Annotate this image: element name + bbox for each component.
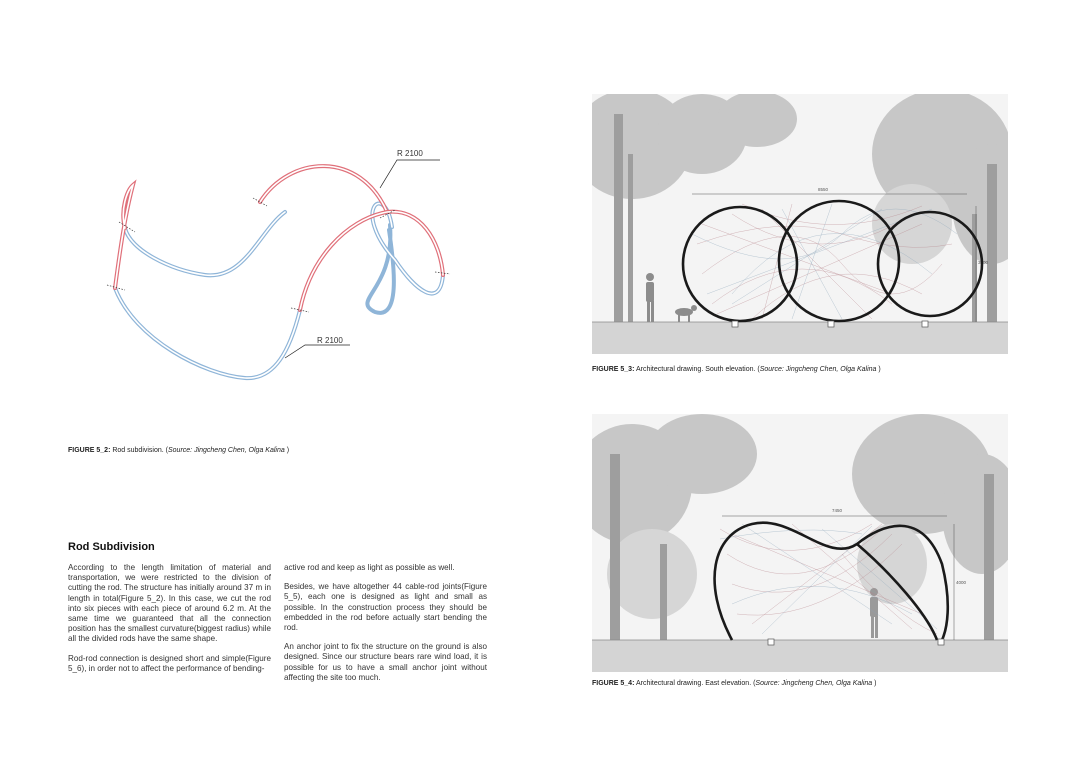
dim-width-label: 7450 [832,508,843,513]
south-elevation-drawing [592,94,1008,354]
blue-rod-segment [125,212,285,275]
figure-5-2-caption: FIGURE 5_2: Rod subdivision. (Source: Jingcheng Chen, Olga Kalina ) [68,447,290,454]
figure-5-4-caption: FIGURE 5_4: Architectural drawing. East elevation. (Source: Jingcheng Chen, Olga Kalina ) [592,680,877,687]
paragraph: active rod and keep as light as possible as well. [284,563,455,572]
paragraph: An anchor joint to fix the structure on the ground is also designed. Since our structure bears rare wind load, it is possible for us to have a small anchor joint without affecting the site too much. [284,642,487,682]
dim-height-label: 4000 [956,580,967,585]
red-rod-segment [260,166,387,212]
text-column-2 [284,563,487,692]
paragraph: Rod-rod connection is designed short and simple(Figure 5_6), in order not to affect the performance of bending- [68,653,271,673]
section-title: Rod Subdivision [68,541,155,553]
text-column-1 [68,563,271,683]
blue-rod-segment [372,204,443,294]
rod-subdivision-diagram [95,140,465,390]
figure-5-3-caption: FIGURE 5_3: Architectural drawing. South elevation. (Source: Jingcheng Chen, Olga Kalina ) [592,366,881,373]
dim-width-label: 8550 [818,187,829,192]
paragraph: Besides, we have altogether 44 cable-rod joints(Figure 5_5), each one is designed as light and small as possible. In the construction process they should be embedded in the rod before actually start bending the rod. [284,582,487,633]
callout-bottom-label: R 2100 [317,336,343,345]
callout-top-label: R 2100 [397,149,423,158]
paragraph: According to the length limitation of material and transportation, we were restricted to the division of cutting the rod. The structure has initially around 37 m in length in total(Figure 5_2). In this case, we cut the rod into six pieces with each piece of around 6.2 m. At the same time we guaranteed that all the connection position has the smallest curvature(biggest radius) while all the divided rods have the same shape. [68,563,271,644]
east-elevation-drawing [592,414,1008,672]
dim-height-label: 3500 [978,260,989,265]
blue-rod-segment [115,288,300,378]
